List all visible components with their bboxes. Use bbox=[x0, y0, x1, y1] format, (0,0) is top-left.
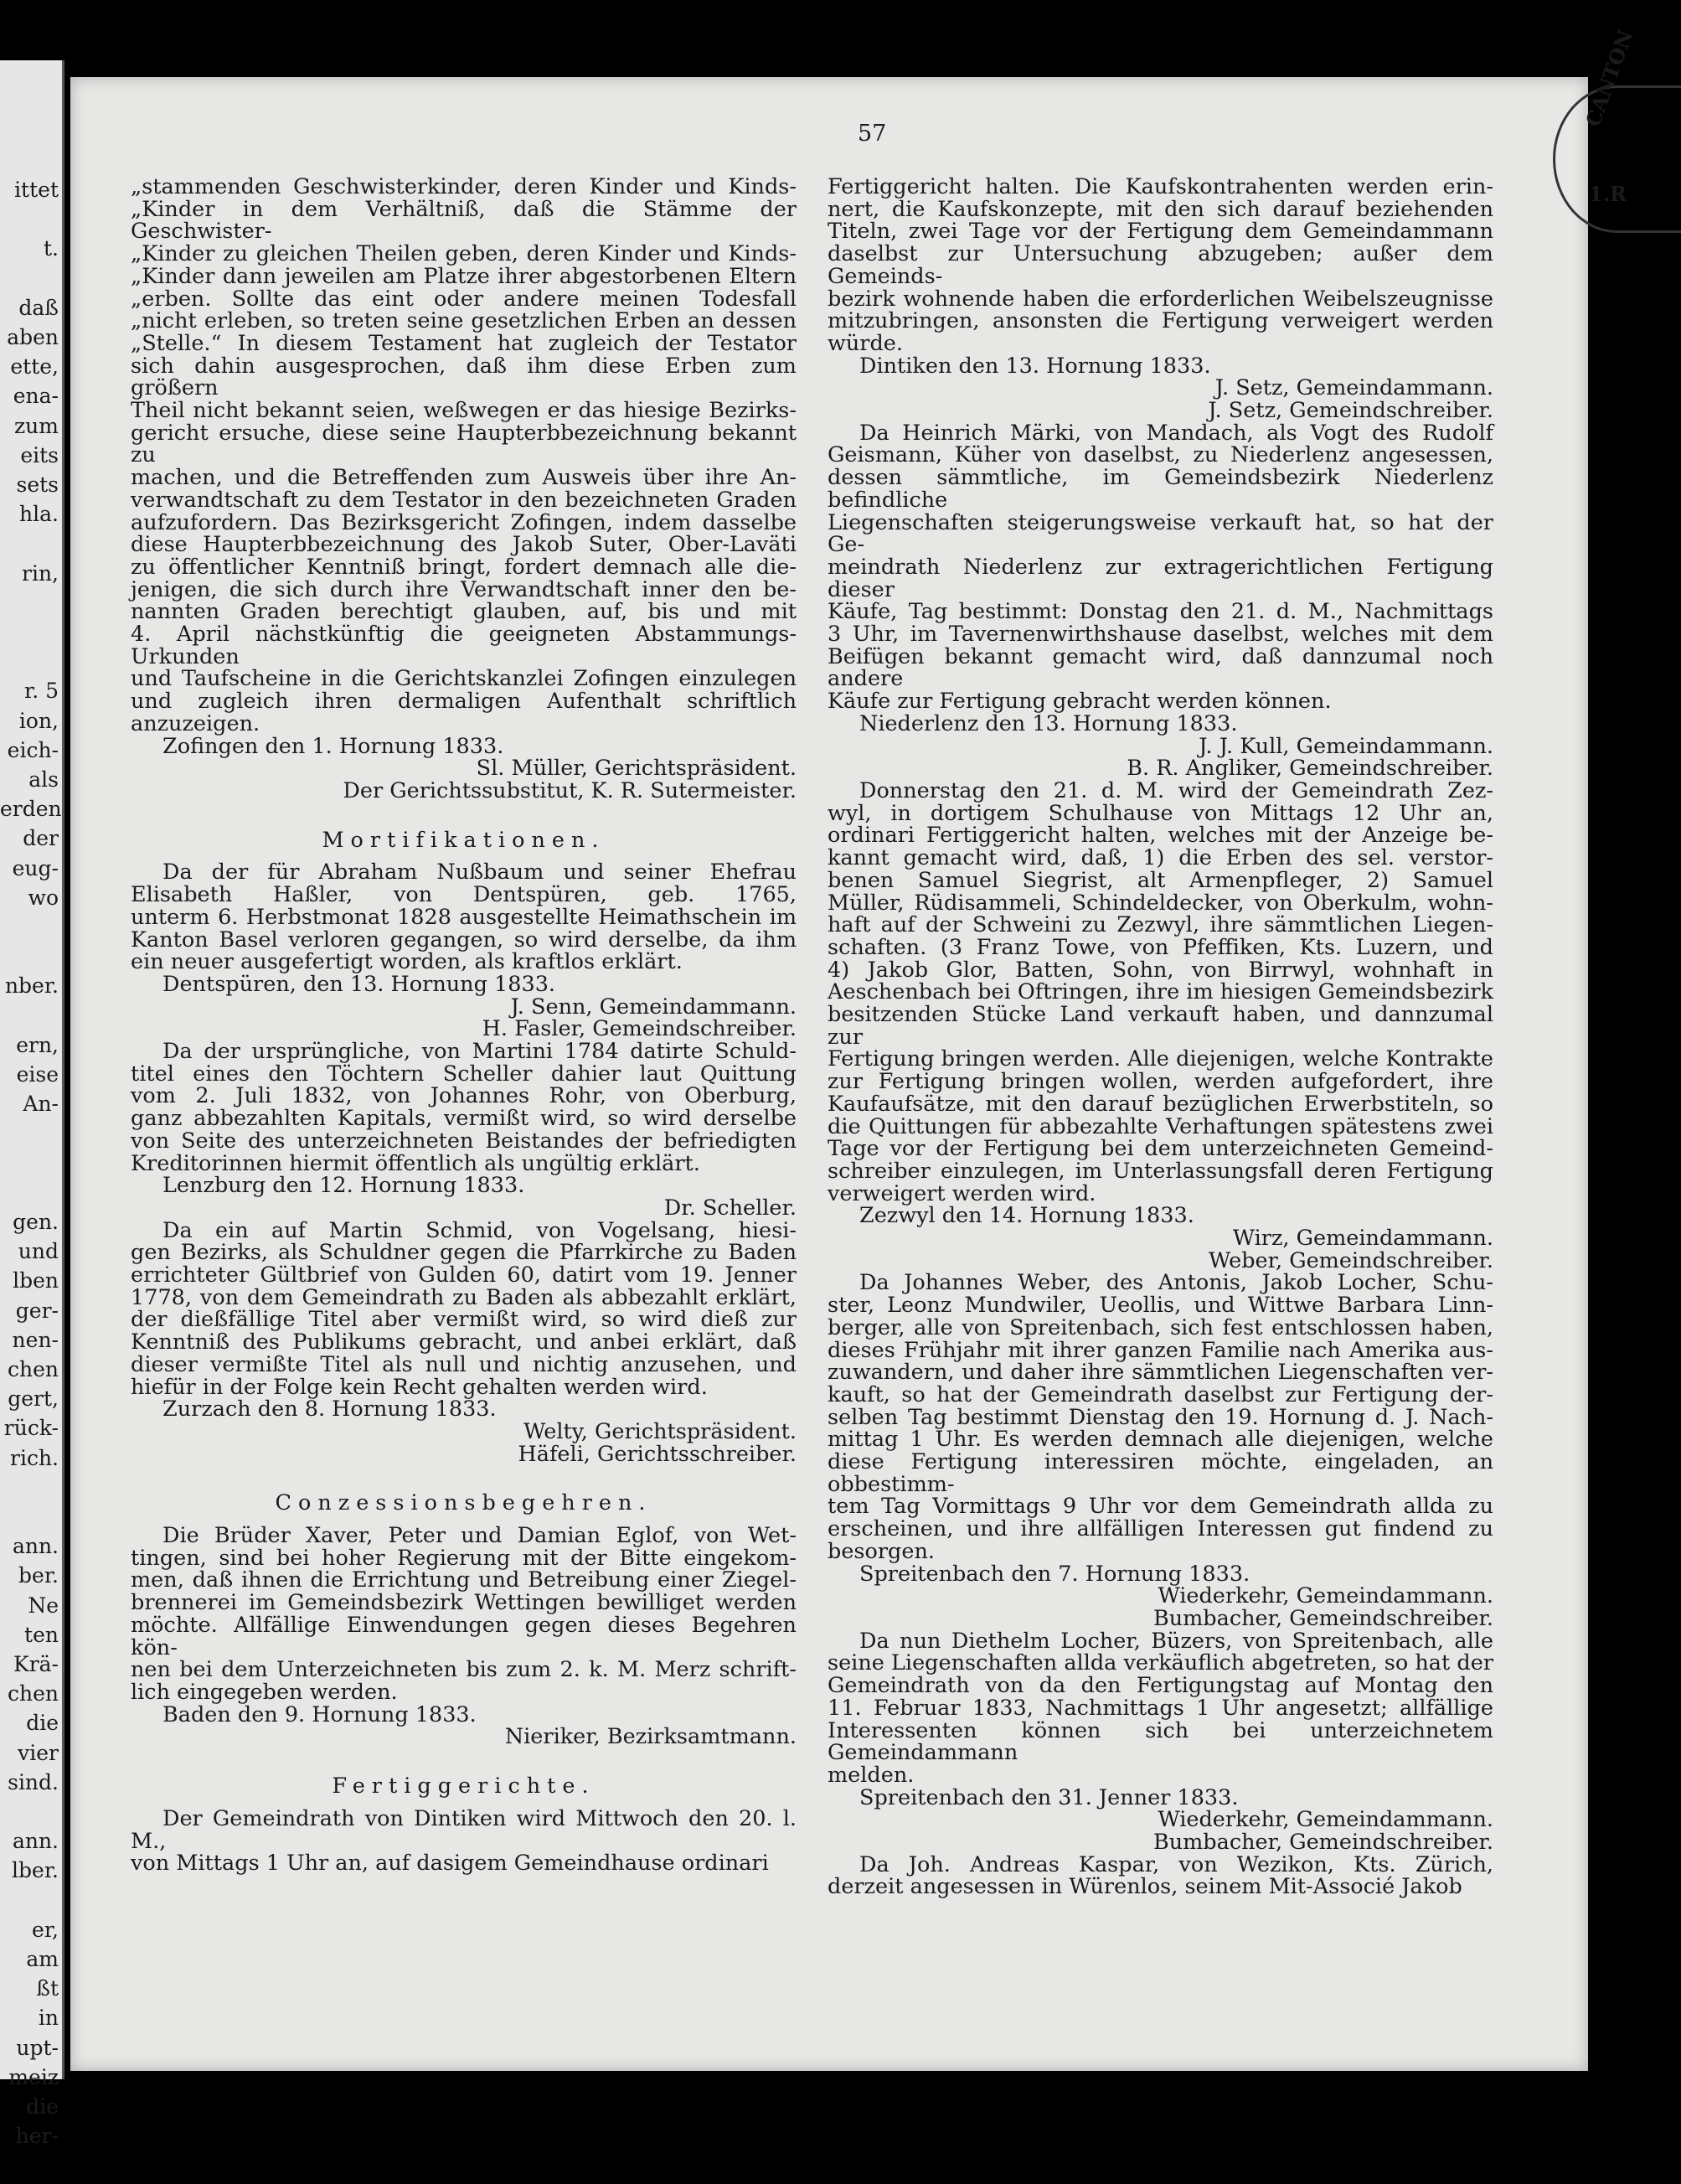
text-line: Theil nicht bekannt seien, weßwegen er das hiesige Bezirks- bbox=[131, 398, 797, 424]
strip-line: gert, bbox=[8, 1386, 59, 1412]
text-line: Geismann, Küher von daselbst, zu Niederlenz angesessen, bbox=[828, 442, 1493, 468]
text-line: errichteter Gültbrief von Gulden 60, datirt vom 19. Jenner bbox=[131, 1262, 797, 1288]
text-line: Fertigung bringen werden. Alle diejenigen, welche Kontrakte bbox=[828, 1046, 1493, 1072]
text-line: und zugleich ihren dermaligen Aufenthalt schriftlich anzuzeigen. bbox=[131, 689, 797, 736]
text-line: Kreditorinnen hiermit öffentlich als ungültig erklärt. bbox=[131, 1150, 700, 1176]
text-line: brennerei im Gemeindsbezirk Wettingen bewilliget werden bbox=[131, 1590, 797, 1616]
text-line: wyl, in dortigem Schulhause von Mittags 12 Uhr an, bbox=[828, 800, 1493, 826]
strip-line: eise bbox=[16, 1062, 59, 1087]
signature-line: Weber, Gemeindschreiber. bbox=[1208, 1247, 1493, 1273]
dateline: Zurzach den 8. Hornung 1833. bbox=[162, 1397, 497, 1422]
text-line: derzeit angesessen in Würenlos, seinem Mit-Associé Jakob bbox=[828, 1874, 1462, 1900]
strip-line: rück- bbox=[3, 1416, 59, 1441]
dateline: Niederlenz den 13. Hornung 1833. bbox=[859, 710, 1238, 736]
text-line: Gemeindrath von da den Fertigungstag auf Montag den bbox=[828, 1673, 1493, 1699]
text-line: titel eines den Töchtern Scheller dahier laut Quittung bbox=[131, 1061, 797, 1087]
text-line: würde. bbox=[828, 330, 903, 356]
text-line: berger, alle von Spreitenbach, sich fest entschlossen haben, bbox=[828, 1314, 1493, 1340]
text-line: dessen sämmtliche, im Gemeindsbezirk Niederlenz befindliche bbox=[828, 465, 1493, 513]
strip-line: ann. bbox=[12, 1534, 59, 1559]
strip-line: ten bbox=[24, 1622, 59, 1647]
text-line: kannt gemacht wird, daß, 1) die Erben des sel. verstor- bbox=[828, 845, 1493, 871]
signature-line: J. J. Kull, Gemeindammann. bbox=[1199, 733, 1493, 759]
signature-line: Sl. Müller, Gerichtspräsident. bbox=[476, 756, 797, 782]
paragraph-start-line: Donnerstag den 21. d. M. wird der Gemeindrath Zez- bbox=[859, 777, 1493, 803]
signature-line: Welty, Gerichtspräsident. bbox=[523, 1418, 797, 1444]
text-line: bezirk wohnende haben die erforderlichen Weibelszeugnisse bbox=[828, 286, 1493, 312]
strip-line: gen. bbox=[13, 1210, 59, 1234]
text-line: ganz abbezahlten Kapitals, vermißt wird, so wird derselbe bbox=[131, 1106, 797, 1132]
strip-line: am bbox=[26, 1947, 59, 1971]
text-line: hiefür in der Folge kein Recht gehalten werden wird. bbox=[131, 1374, 708, 1400]
stamp-text-1: CANTON bbox=[1580, 26, 1638, 130]
paragraph-start-line: Da nun Diethelm Locher, Büzers, von Spreitenbach, alle bbox=[859, 1628, 1493, 1654]
text-line: 11. Februar 1833, Nachmittags 1 Uhr angesetzt; allfällige bbox=[828, 1695, 1493, 1721]
strip-line: chen bbox=[8, 1357, 59, 1381]
strip-line: upt- bbox=[16, 2035, 59, 2060]
dateline: Lenzburg den 12. Hornung 1833. bbox=[162, 1173, 525, 1199]
text-line: „stammenden Geschwisterkinder, deren Kinder und Kinds- bbox=[131, 174, 797, 199]
text-line: tem Tag Vormittags 9 Uhr vor dem Gemeindrath allda zu bbox=[828, 1494, 1493, 1520]
text-line: zuwandern, und daher ihre sämmtlichen Liegenschaften ver- bbox=[828, 1360, 1493, 1386]
text-line: gericht ersuche, diese seine Haupterbbezeichnung bekannt zu bbox=[131, 420, 797, 468]
text-line: schreiber einzulegen, im Unterlassungsfall deren Fertigung bbox=[828, 1158, 1493, 1184]
dateline: Dintiken den 13. Hornung 1833. bbox=[859, 353, 1211, 379]
adjacent-page-strip bbox=[0, 60, 64, 2149]
strip-line: zum bbox=[14, 413, 59, 438]
paragraph-start-line: Da Joh. Andreas Kaspar, von Wezikon, Kts. Zürich, bbox=[859, 1851, 1493, 1877]
text-line: Kenntniß des Publikums gebracht, und anbei erklärt, daß bbox=[131, 1330, 797, 1355]
text-line: Fertiggericht halten. Die Kaufskontrahenten werden erin- bbox=[828, 174, 1493, 199]
text-line: Müller, Rüdisammeli, Schindeldecker, von Oberkulm, wohn- bbox=[828, 890, 1493, 916]
strip-line: t. bbox=[44, 236, 59, 261]
text-line: nannten Graden berechtigt glauben, auf, bis und mit bbox=[131, 599, 797, 625]
text-line: dieses Frühjahr mit ihrer ganzen Familie nach Amerika aus- bbox=[828, 1337, 1493, 1363]
text-line: diese Haupterbbezeichnung des Jakob Suter, Ober-Laväti bbox=[131, 532, 797, 558]
strip-line: Ne bbox=[28, 1593, 59, 1618]
text-line: ster, Leonz Mundwiler, Ueollis, und Wittwe Barbara Linn- bbox=[828, 1293, 1493, 1319]
strip-line: in bbox=[38, 2006, 59, 2031]
text-line: und Taufscheine in die Gerichtskanzlei Zofingen einzulegen bbox=[131, 666, 797, 692]
text-line: von Mittags 1 Uhr an, auf dasigem Gemeindhause ordinari bbox=[131, 1851, 769, 1877]
dateline: Baden den 9. Hornung 1833. bbox=[162, 1701, 477, 1727]
text-line: dieser vermißte Titel als null und nichtig anzusehen, und bbox=[131, 1351, 797, 1377]
dateline: Zofingen den 1. Hornung 1833. bbox=[162, 733, 504, 759]
strip-line: chen bbox=[8, 1681, 59, 1706]
text-line: lich eingegeben werden. bbox=[131, 1680, 398, 1705]
text-line: seine Liegenschaften allda verkäuflich abgetreten, so hat der bbox=[828, 1650, 1493, 1676]
text-line: Kanton Basel verloren gegangen, so wird derselbe, da ihm bbox=[131, 927, 797, 953]
text-line: daselbst zur Untersuchung abzugeben; außer dem Gemeinds- bbox=[828, 241, 1493, 289]
text-line: der dießfällige Titel aber vermißt wird, so wird dieß zur bbox=[131, 1307, 797, 1333]
text-line: Titeln, zwei Tage vor der Fertigung dem Gemeindammann bbox=[828, 219, 1493, 245]
strip-line: die bbox=[26, 1711, 59, 1736]
text-line: machen, und die Betreffenden zum Ausweis über ihre An- bbox=[131, 465, 797, 491]
right-column bbox=[828, 176, 1493, 1898]
strip-line: vier bbox=[18, 1740, 59, 1765]
text-line: Tage vor der Fertigung bei dem unterzeichneten Gemeind- bbox=[828, 1136, 1493, 1162]
strip-line: als bbox=[28, 767, 59, 792]
text-line: besorgen. bbox=[828, 1538, 935, 1564]
strip-line: eich- bbox=[7, 737, 59, 762]
signature-line: J. Senn, Gemeindammann. bbox=[510, 994, 797, 1020]
strip-line: nber. bbox=[4, 973, 59, 999]
strip-line: ion, bbox=[18, 708, 59, 733]
newspaper-page bbox=[70, 26, 1638, 2071]
strip-line: lber. bbox=[12, 1858, 59, 1883]
paragraph-start-line: Der Gemeindrath von Dintiken wird Mittwoch den 20. l. M., bbox=[131, 1805, 797, 1854]
text-line: jenigen, die sich durch ihre Verwandtschaft inner den be- bbox=[131, 576, 797, 602]
text-line: meindrath Niederlenz zur extragerichtlichen Fertigung dieser bbox=[828, 554, 1493, 602]
signature-line: Der Gerichtssubstitut, K. R. Sutermeister. bbox=[343, 777, 797, 803]
strip-line: Krä- bbox=[13, 1652, 59, 1676]
text-line: unterm 6. Herbstmonat 1828 ausgestellte Heimathschein im bbox=[131, 904, 797, 930]
text-line: ordinari Fertiggericht halten, welches mit der Anzeige be- bbox=[828, 823, 1493, 849]
signature-line: Bumbacher, Gemeindschreiber. bbox=[1152, 1606, 1493, 1631]
text-line: Interessenten können sich bei unterzeichnetem Gemeindammann bbox=[828, 1717, 1493, 1766]
strip-line: rin, bbox=[22, 560, 59, 586]
stamp-text-2: 1.R bbox=[1589, 182, 1627, 206]
text-line: tingen, sind bei hoher Regierung mit der Bitte eingekom- bbox=[131, 1545, 797, 1571]
paragraph-start-line: Da Heinrich Märki, von Mandach, als Vogt des Rudolf bbox=[859, 420, 1493, 446]
signature-line: Wiederkehr, Gemeindammann. bbox=[1158, 1807, 1493, 1833]
text-line: „erben. Sollte das eint oder andere meinen Todesfall bbox=[131, 286, 797, 312]
paragraph-start-line: Da der ursprüngliche, von Martini 1784 datirte Schuld- bbox=[162, 1039, 797, 1065]
strip-line: An- bbox=[23, 1092, 59, 1117]
text-line: verwandtschaft zu dem Testator in den bezeichneten Graden bbox=[131, 487, 797, 513]
text-line: Kaufaufsätze, mit den darauf bezüglichen Erwerbstiteln, so bbox=[828, 1091, 1493, 1117]
strip-line: eug- bbox=[12, 855, 59, 880]
strip-line: aben bbox=[7, 325, 59, 349]
text-line: aufzufordern. Das Bezirksgericht Zofingen, indem dasselbe bbox=[131, 509, 797, 535]
text-line: von Seite des unterzeichneten Beistandes der befriedigten bbox=[131, 1128, 797, 1154]
text-line: benen Samuel Siegrist, alt Armenpfleger, 2) Samuel bbox=[828, 867, 1493, 893]
strip-line: rich. bbox=[10, 1445, 59, 1470]
signature-line: J. Setz, Gemeindammann. bbox=[1214, 375, 1493, 401]
strip-line: ann. bbox=[12, 1829, 59, 1854]
text-line: erscheinen, und ihre allfälligen Interessen gut findend zu bbox=[828, 1516, 1493, 1542]
strip-line: ßt bbox=[36, 1976, 59, 2001]
text-line: Beifügen bekannt gemacht wird, daß dannzumal noch andere bbox=[828, 643, 1493, 692]
text-line: „Kinder dann jeweilen am Platze ihrer abgestorbenen Eltern bbox=[131, 263, 797, 289]
strip-line: r. 5 bbox=[23, 679, 59, 704]
strip-line: erden bbox=[0, 797, 62, 822]
text-line: sich dahin ausgesprochen, daß ihm diese Erben zum größern bbox=[131, 353, 797, 401]
strip-line: wo bbox=[28, 885, 59, 910]
signature-line: Nieriker, Bezirksamtmann. bbox=[504, 1724, 797, 1750]
text-line: „Kinder in dem Verhältniß, daß die Stämme der Geschwister- bbox=[131, 196, 797, 245]
strip-line: hla. bbox=[19, 502, 59, 527]
canton-stamp bbox=[1553, 26, 1681, 233]
text-line: „Stelle.“ In diesem Testament hat zugleich der Testator bbox=[131, 330, 797, 356]
spacer bbox=[131, 1465, 797, 1484]
signature-line: Wiederkehr, Gemeindammann. bbox=[1158, 1583, 1493, 1609]
strip-line: sind. bbox=[8, 1769, 59, 1794]
text-line: „Kinder zu gleichen Theilen geben, deren Kinder und Kinds- bbox=[131, 241, 797, 267]
signature-line: B. R. Angliker, Gemeindschreiber. bbox=[1127, 756, 1493, 782]
spacer bbox=[131, 803, 797, 821]
text-line: Käufe zur Fertigung gebracht werden können. bbox=[828, 689, 1332, 715]
signature-line: H. Fasler, Gemeindschreiber. bbox=[482, 1016, 797, 1042]
strip-line: und bbox=[18, 1239, 59, 1264]
dateline: Zezwyl den 14. Hornung 1833. bbox=[859, 1203, 1194, 1229]
strip-line: der bbox=[23, 826, 59, 851]
text-line: Elisabeth Haßler, von Dentspüren, geb. 1765, bbox=[131, 882, 797, 908]
strip-line: ittet bbox=[14, 178, 59, 202]
text-line: men, daß ihnen die Errichtung und Betreibung einer Ziegel- bbox=[131, 1567, 797, 1593]
strip-line: ber. bbox=[18, 1563, 59, 1588]
section-heading: Conzessionsbegehren. bbox=[275, 1490, 652, 1516]
text-line: 1778, von dem Gemeindrath zu Baden als abbezahlt erklärt, bbox=[131, 1284, 797, 1310]
text-line: verweigert werden wird. bbox=[828, 1180, 1096, 1206]
strip-line: eits bbox=[20, 442, 59, 467]
strip-line: ena- bbox=[13, 384, 59, 409]
signature-line: Bumbacher, Gemeindschreiber. bbox=[1152, 1830, 1493, 1856]
text-line: zu öffentlicher Kenntniß bringt, fordert demnach alle die- bbox=[131, 554, 797, 580]
dateline: Dentspüren, den 13. Hornung 1833. bbox=[162, 971, 556, 997]
text-line: die Quittungen für abbezahlte Verhaftungen spätestens zwei bbox=[828, 1113, 1493, 1139]
text-line: Aeschenbach bei Oftringen, ihre im hiesigen Gemeindsbezirk bbox=[828, 979, 1493, 1005]
spacer bbox=[131, 1748, 797, 1767]
text-line: „nicht erleben, so treten seine gesetzlichen Erben an dessen bbox=[131, 308, 797, 334]
paragraph-start-line: Da der für Abraham Nußbaum und seiner Ehefrau bbox=[162, 860, 797, 885]
text-line: melden. bbox=[828, 1762, 915, 1788]
text-line: haft auf der Schweini zu Zezwyl, ihre sämmtlichen Liegen- bbox=[828, 912, 1493, 938]
strip-line: ger- bbox=[15, 1298, 59, 1323]
text-line: schaften. (3 Franz Towe, von Pfeffiken, Kts. Luzern, und bbox=[828, 934, 1493, 960]
text-line: 4) Jakob Glor, Batten, Sohn, von Birrwyl, wohnhaft in bbox=[828, 957, 1493, 983]
strip-line: er, bbox=[32, 1917, 59, 1942]
text-line: diese Fertigung interessiren möchte, eingeladen, an obbestimm- bbox=[828, 1449, 1493, 1497]
strip-line: ern, bbox=[16, 1032, 59, 1057]
paragraph-start-line: Die Brüder Xaver, Peter und Damian Eglof, von Wet- bbox=[162, 1523, 797, 1549]
text-line: gen Bezirks, als Schuldner gegen die Pfarrkirche zu Baden bbox=[131, 1240, 797, 1266]
strip-line: ette, bbox=[10, 354, 59, 379]
dateline: Spreitenbach den 7. Hornung 1833. bbox=[859, 1561, 1250, 1587]
section-heading: Fertiggerichte. bbox=[332, 1774, 596, 1799]
strip-line: die bbox=[26, 2094, 59, 2119]
text-line: möchte. Allfällige Einwendungen gegen dieses Begehren kön- bbox=[131, 1612, 797, 1660]
text-line: nert, die Kaufskonzepte, mit den sich darauf beziehenden bbox=[828, 196, 1493, 222]
signature-line: Dr. Scheller. bbox=[663, 1195, 797, 1221]
text-line: Liegenschaften steigerungsweise verkauft hat, so hat der Ge- bbox=[828, 509, 1493, 558]
text-line: selben Tag bestimmt Dienstag den 19. Hornung d. J. Nach- bbox=[828, 1404, 1493, 1430]
strip-line: nen- bbox=[12, 1327, 59, 1352]
strip-line: sets bbox=[16, 472, 59, 497]
strip-line: her- bbox=[15, 2124, 59, 2149]
dateline: Spreitenbach den 31. Jenner 1833. bbox=[859, 1784, 1239, 1810]
strip-line: daß bbox=[18, 295, 59, 320]
left-column bbox=[131, 176, 797, 1875]
text-line: vom 2. Juli 1832, von Johannes Rohr, von Oberburg, bbox=[131, 1083, 797, 1109]
signature-line: Häfeli, Gerichtsschreiber. bbox=[518, 1441, 797, 1467]
text-line: ein neuer ausgefertigt worden, als kraftlos erklärt. bbox=[131, 949, 683, 975]
signature-line: Wirz, Gemeindammann. bbox=[1232, 1226, 1493, 1252]
page-number: 57 bbox=[858, 121, 887, 147]
section-heading: Mortifikationen. bbox=[322, 827, 606, 853]
text-line: 4. April nächstkünftig die geeigneten Abstammungs-Urkunden bbox=[131, 622, 797, 669]
text-line: 3 Uhr, im Tavernenwirthshause daselbst, welches mit dem bbox=[828, 622, 1493, 648]
strip-line: lben bbox=[13, 1268, 59, 1293]
paragraph-start-line: Da ein auf Martin Schmid, von Vogelsang, hiesi- bbox=[162, 1217, 797, 1243]
text-line: mittag 1 Uhr. Es werden demnach alle diejenigen, welche bbox=[828, 1427, 1493, 1453]
text-line: kauft, so hat der Gemeindrath daselbst zur Fertigung der- bbox=[828, 1381, 1493, 1407]
text-line: nen bei dem Unterzeichneten bis zum 2. k. M. Merz schrift- bbox=[131, 1657, 797, 1683]
strip-line: meiz bbox=[8, 2064, 59, 2089]
paragraph-start-line: Da Johannes Weber, des Antonis, Jakob Locher, Schu- bbox=[859, 1270, 1493, 1296]
signature-line: J. Setz, Gemeindschreiber. bbox=[1208, 398, 1493, 424]
text-line: mitzubringen, ansonsten die Fertigung verweigert werden bbox=[828, 308, 1493, 334]
text-line: Käufe, Tag bestimmt: Donstag den 21. d. M., Nachmittags bbox=[828, 599, 1493, 625]
text-line: zur Fertigung bringen wollen, werden aufgefordert, ihre bbox=[828, 1069, 1493, 1095]
text-line: besitzenden Stücke Land verkauft haben, und dannzumal zur bbox=[828, 1002, 1493, 1050]
